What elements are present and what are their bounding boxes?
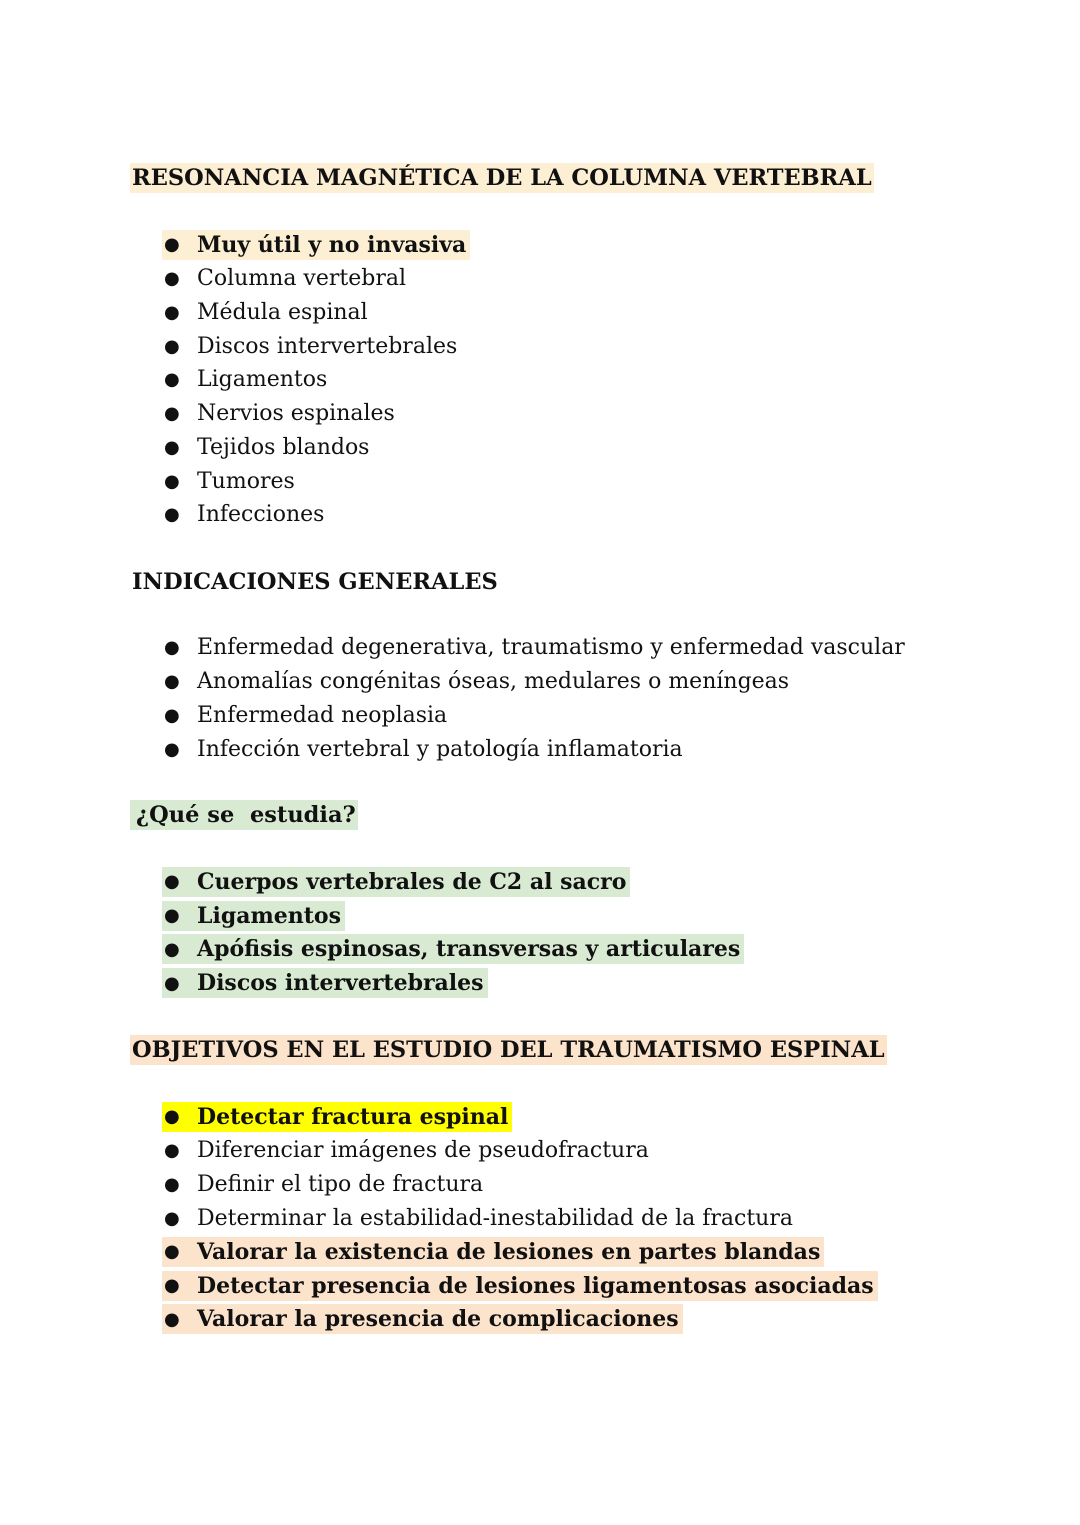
bullet-icon: ● — [164, 1207, 180, 1229]
list-item — [162, 363, 470, 397]
bullet-icon: ● — [164, 436, 180, 458]
item-text: Detectar fractura espinal — [197, 1103, 509, 1130]
list-item — [162, 296, 470, 330]
list-item — [162, 665, 909, 699]
list-item — [162, 1269, 878, 1303]
bullet-icon: ● — [164, 470, 180, 492]
list-item — [162, 865, 744, 899]
bullet-icon: ● — [164, 234, 180, 256]
list-item — [162, 732, 909, 766]
item-text: Infecciones — [197, 502, 325, 528]
list-indicaciones — [162, 631, 909, 766]
item-text: Discos intervertebrales — [197, 970, 484, 997]
bullet-icon: ● — [164, 1106, 180, 1128]
list-item — [162, 498, 470, 532]
list-item — [162, 699, 909, 733]
bullet-icon: ● — [164, 1241, 180, 1263]
bullet-icon: ● — [164, 671, 180, 693]
heading-resonancia: RESONANCIA MAGNÉTICA DE LA COLUMNA VERTEBRAL — [132, 165, 872, 191]
bullet-icon: ● — [164, 1275, 180, 1297]
item-text: Cuerpos vertebrales de C2 al sacro — [197, 868, 627, 895]
list-item — [162, 228, 470, 262]
list-item — [162, 899, 744, 933]
list-item — [162, 431, 470, 465]
bullet-icon: ● — [164, 1308, 180, 1330]
item-text: Enfermedad neoplasia — [197, 702, 448, 728]
item-text: Definir el tipo de fractura — [197, 1171, 484, 1197]
item-text: Tejidos blandos — [197, 434, 370, 460]
item-text: Determinar la estabilidad-inestabilidad de la fractura — [197, 1205, 793, 1231]
list-item — [162, 966, 744, 1000]
heading-indicaciones: INDICACIONES GENERALES — [132, 569, 498, 595]
heading-objetivos: OBJETIVOS EN EL ESTUDIO DEL TRAUMATISMO ESPINAL — [132, 1037, 885, 1063]
item-text: Infección vertebral y patología inflamatoria — [197, 736, 683, 762]
bullet-icon: ● — [164, 504, 180, 526]
bullet-icon: ● — [164, 871, 180, 893]
item-text: Muy útil y no invasiva — [197, 231, 467, 258]
bullet-icon: ● — [164, 268, 180, 290]
item-text: Anomalías congénitas óseas, medulares o meníngeas — [197, 669, 790, 695]
item-text: Médula espinal — [197, 299, 368, 325]
item-text: Enfermedad degenerativa, traumatismo y enfermedad vascular — [197, 635, 905, 661]
bullet-icon: ● — [164, 301, 180, 323]
list-objetivos — [162, 1100, 878, 1336]
bullet-icon: ● — [164, 369, 180, 391]
list-item — [162, 1235, 878, 1269]
bullet-icon: ● — [164, 335, 180, 357]
bullet-icon: ● — [164, 403, 180, 425]
bullet-icon: ● — [164, 1173, 180, 1195]
list-item — [162, 933, 744, 967]
list-item — [162, 464, 470, 498]
list-item — [162, 1303, 878, 1337]
heading-que-se-estudia: ¿Qué se estudia? — [130, 800, 358, 830]
item-text: Columna vertebral — [197, 266, 406, 292]
bullet-icon: ● — [164, 704, 180, 726]
list-item — [162, 262, 470, 296]
item-text: Valorar la presencia de complicaciones — [197, 1306, 679, 1333]
list-que-se-estudia — [162, 865, 744, 1000]
list-item — [162, 397, 470, 431]
item-text: Valorar la existencia de lesiones en partes blandas — [197, 1238, 821, 1265]
bullet-icon: ● — [164, 738, 180, 760]
item-text: Discos intervertebrales — [197, 333, 458, 359]
list-item — [162, 1168, 878, 1202]
list-item — [162, 1100, 878, 1134]
item-text: Nervios espinales — [197, 401, 395, 427]
item-text: Apófisis espinosas, transversas y articulares — [197, 936, 741, 963]
bullet-icon: ● — [164, 637, 180, 659]
list-item — [162, 631, 909, 665]
bullet-icon: ● — [164, 972, 180, 994]
list-item — [162, 1134, 878, 1168]
item-text: Tumores — [197, 468, 295, 494]
item-text: Detectar presencia de lesiones ligamentosas asociadas — [197, 1272, 874, 1299]
item-text: Ligamentos — [197, 367, 328, 393]
bullet-icon: ● — [164, 905, 180, 927]
item-text: Ligamentos — [197, 902, 341, 929]
list-item — [162, 329, 470, 363]
bullet-icon: ● — [164, 1140, 180, 1162]
item-text: Diferenciar imágenes de pseudofractura — [197, 1138, 649, 1164]
list-item — [162, 1201, 878, 1235]
bullet-icon: ● — [164, 938, 180, 960]
list-resonancia — [162, 228, 470, 532]
